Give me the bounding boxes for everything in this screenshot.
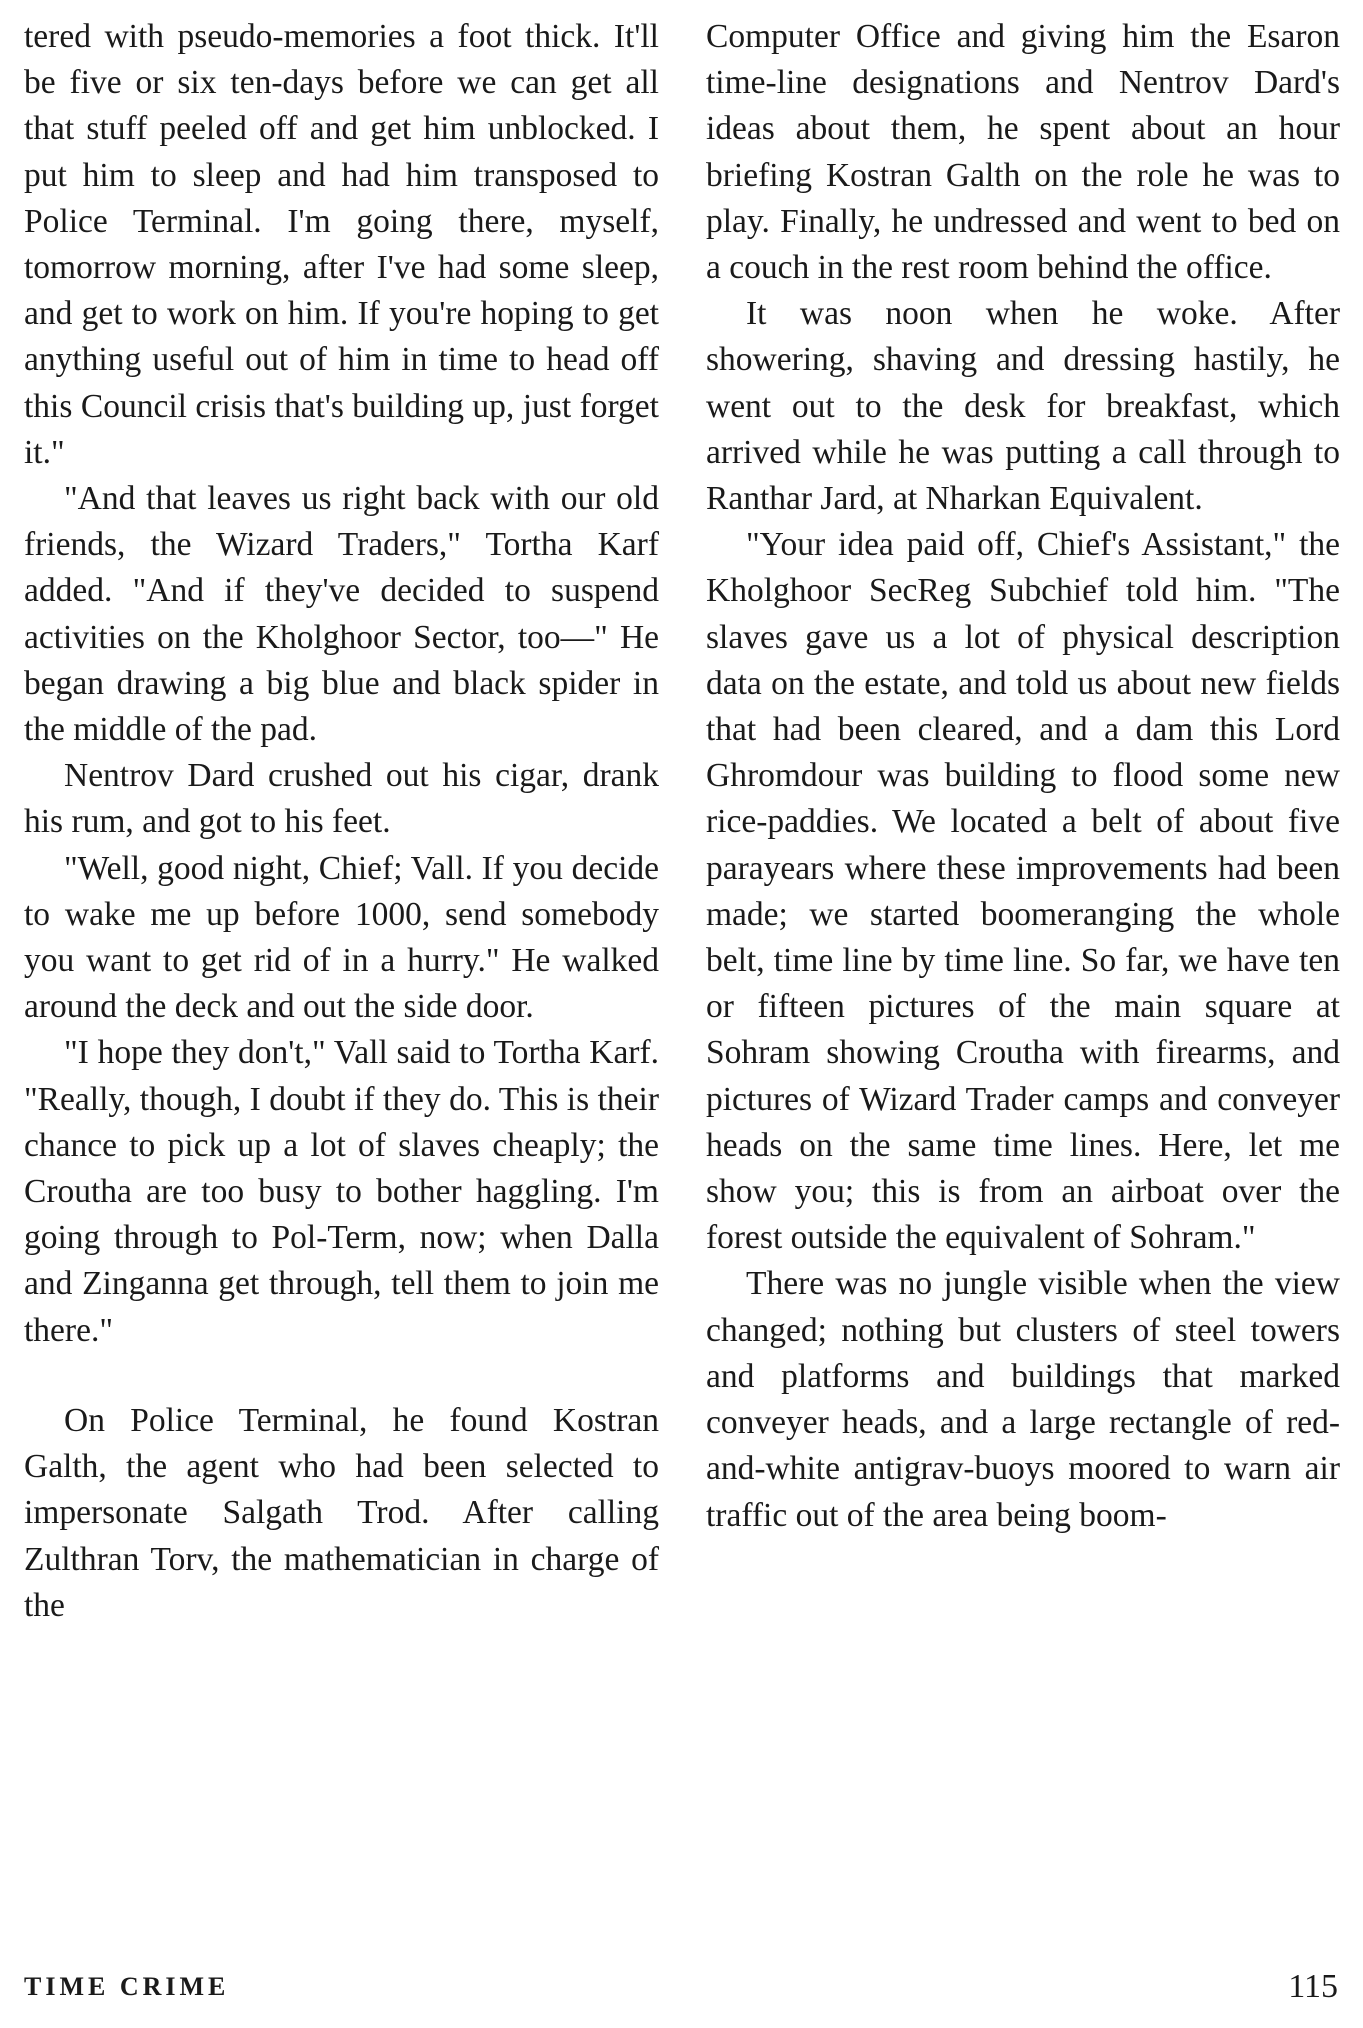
paragraph: On Police Terminal, he found Kostran Galth, the agent who had been selected to impersonate Salgath Trod. After calling Zulthran Torv, the mathematician in charge of the [24,1401,659,1624]
paragraph: There was no jungle visible when the view changed; nothing but clusters of steel towers and platforms and buildings that marked conveyer heads, and a large rectangle of red-and-white antigrav-buoys moored to warn air traffic out of the area being boom- [706,1265,1340,1534]
page-footer [24,1968,1338,2012]
paragraph: "Your idea paid off, Chief's Assistant," the Kholghoor SecReg Subchief told him. "The slaves gave us a lot of physical description data on the estate, and told us about new fields that had been cleared, and a dam this Lord Ghromdour was building to flood some new rice-paddies. We located a belt of about five parayears where these improvements had been made; we started boomeranging the whole belt, time line by time line. So far, we have ten or fifteen pictures of the main square at Sohram showing Croutha with firearms, and pictures of Wizard Trader camps and conveyer heads on the same time lines. Here, let me show you; this is from an airboat over the forest outside the equivalent of Sohram." [706,526,1340,1257]
paragraph: It was noon when he woke. After showering, shaving and dressing hastily, he went out to the desk for breakfast, which arrived while he was putting a call through to Ranthar Jard, at Nharkan Equivalent. [706,295,1340,518]
running-title: TIME CRIME [24,1972,230,2001]
paragraph: Computer Office and giving him the Esaron time-line designations and Nentrov Dard's ideas about them, he spent about an hour briefing Kostran Galth on the role he was to play. Finally, he undressed and went to bed on a couch in the rest room behind the office. [706,18,1340,287]
page-number: 115 [1288,1968,1338,2005]
paragraph: "I hope they don't," Vall said to Tortha Karf. "Really, though, I doubt if they do. This is their chance to pick up a lot of slaves cheaply; the Croutha are too busy to bother haggling. I'm going through to Pol-Term, now; when Dalla and Zinganna get through, tell them to join me there." [24,1034,659,1349]
left-column [24,14,659,1629]
right-column [706,14,1340,1539]
paragraph: "And that leaves us right back with our old friends, the Wizard Traders," Tortha Karf added. "And if they've decided to suspend activities on the Kholghoor Sector, too—" He began drawing a big blue and black spider in the middle of the pad. [24,480,659,749]
paragraph: tered with pseudo-memories a foot thick. It'll be five or six ten-days before we can get all that stuff peeled off and get him unblocked. I put him to sleep and had him transposed to Police Terminal. I'm going there, myself, tomorrow morning, after I've had some sleep, and get to work on him. If you're hoping to get anything useful out of him in time to head off this Council crisis that's building up, just forget it." [24,18,659,471]
paragraph: Nentrov Dard crushed out his cigar, drank his rum, and got to his feet. [24,757,659,841]
paragraph: "Well, good night, Chief; Vall. If you decide to wake me up before 1000, send somebody you want to get rid of in a hurry." He walked around the deck and out the side door. [24,849,659,1026]
